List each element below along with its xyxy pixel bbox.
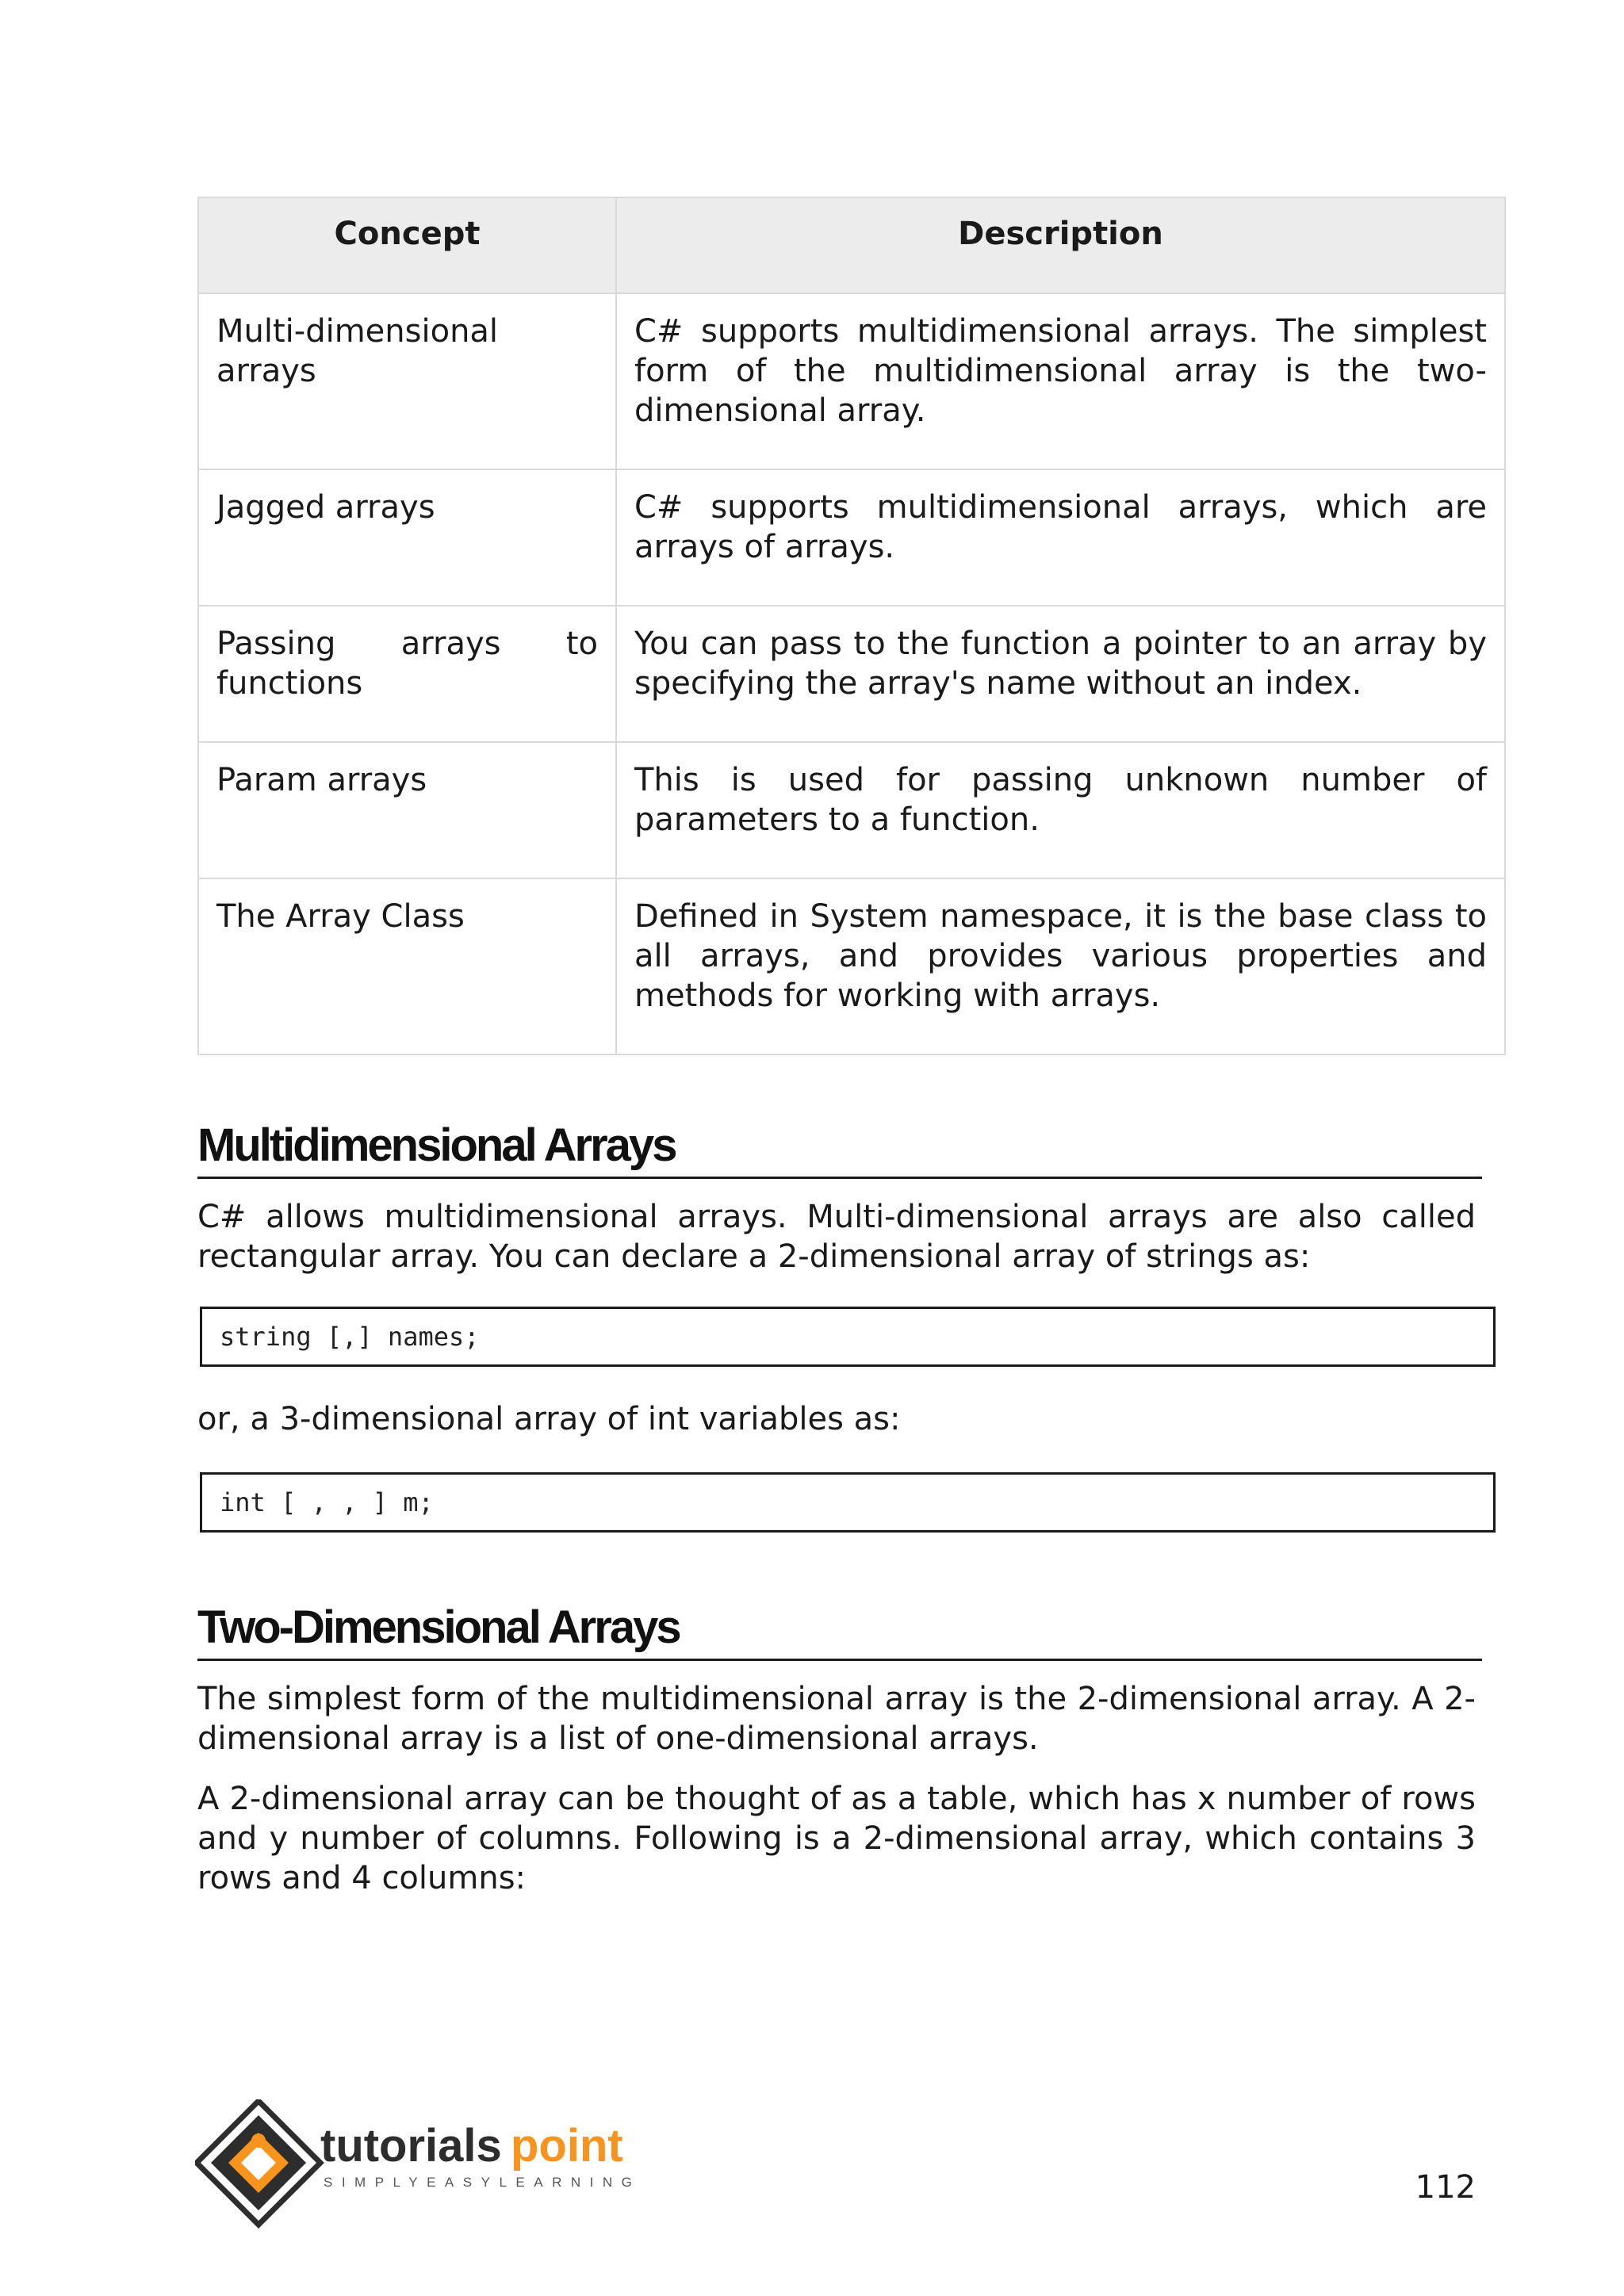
table-cell-description: C# supports multidimensional arrays, which are arrays of arrays.	[616, 469, 1505, 606]
table-cell-concept: Param arrays	[198, 742, 616, 878]
logo-text-accent: point	[511, 2120, 623, 2172]
logo-text-main: tutorials	[320, 2120, 502, 2172]
table-header-description: Description	[616, 197, 1505, 293]
table-cell-description: You can pass to the function a pointer to an array by specifying the array's name without an index.	[616, 606, 1505, 742]
code-block: int [ , , ] m;	[200, 1472, 1496, 1533]
table-cell-concept: Passing arrays to functions	[198, 606, 616, 742]
logo-tagline: SIMPLYEASYLEARNING	[324, 2175, 642, 2190]
paragraph: A 2-dimensional array can be thought of as a table, which has x number of rows and y number of columns. Following is a 2-dimensional array, which contains 3 rows and 4 columns:	[197, 1781, 1476, 1896]
table-cell-concept: Jagged arrays	[198, 469, 616, 606]
table-row	[198, 469, 1505, 606]
logo-graphic	[195, 2099, 647, 2234]
table-row	[198, 742, 1505, 878]
table-row	[198, 606, 1505, 742]
table-cell-concept: Multi-dimensional arrays	[198, 293, 616, 469]
section-heading-two-dimensional: Two-Dimensional Arrays	[197, 1600, 1482, 1661]
code-block: string [,] names;	[200, 1307, 1496, 1367]
section-heading-multidimensional: Multidimensional Arrays	[197, 1118, 1482, 1179]
table-cell-description: This is used for passing unknown number of parameters to a function.	[616, 742, 1505, 878]
table-cell-description: Defined in System namespace, it is the base class to all arrays, and provides various properties and methods for working with arrays.	[616, 878, 1505, 1054]
table-cell-description: C# supports multidimensional arrays. The simplest form of the multidimensional array is the two-dimensional array.	[616, 293, 1505, 469]
paragraph: C# allows multidimensional arrays. Multi-dimensional arrays are also called rectangular array. You can declare a 2-dimensional array of strings as:	[197, 1199, 1476, 1275]
paragraph: or, a 3-dimensional array of int variables as:	[197, 1401, 901, 1437]
table-header-concept: Concept	[198, 197, 616, 293]
concept-table	[197, 197, 1506, 1055]
table-cell-concept: The Array Class	[198, 878, 616, 1054]
paragraph: The simplest form of the multidimensional array is the 2-dimensional array. A 2-dimensional array is a list of one-dimensional arrays.	[197, 1681, 1476, 1757]
table-header-row	[198, 197, 1505, 293]
tutorialspoint-logo	[195, 2099, 647, 2234]
table-row	[198, 878, 1505, 1054]
table-row	[198, 293, 1505, 469]
page-number: 112	[1415, 2169, 1476, 2206]
